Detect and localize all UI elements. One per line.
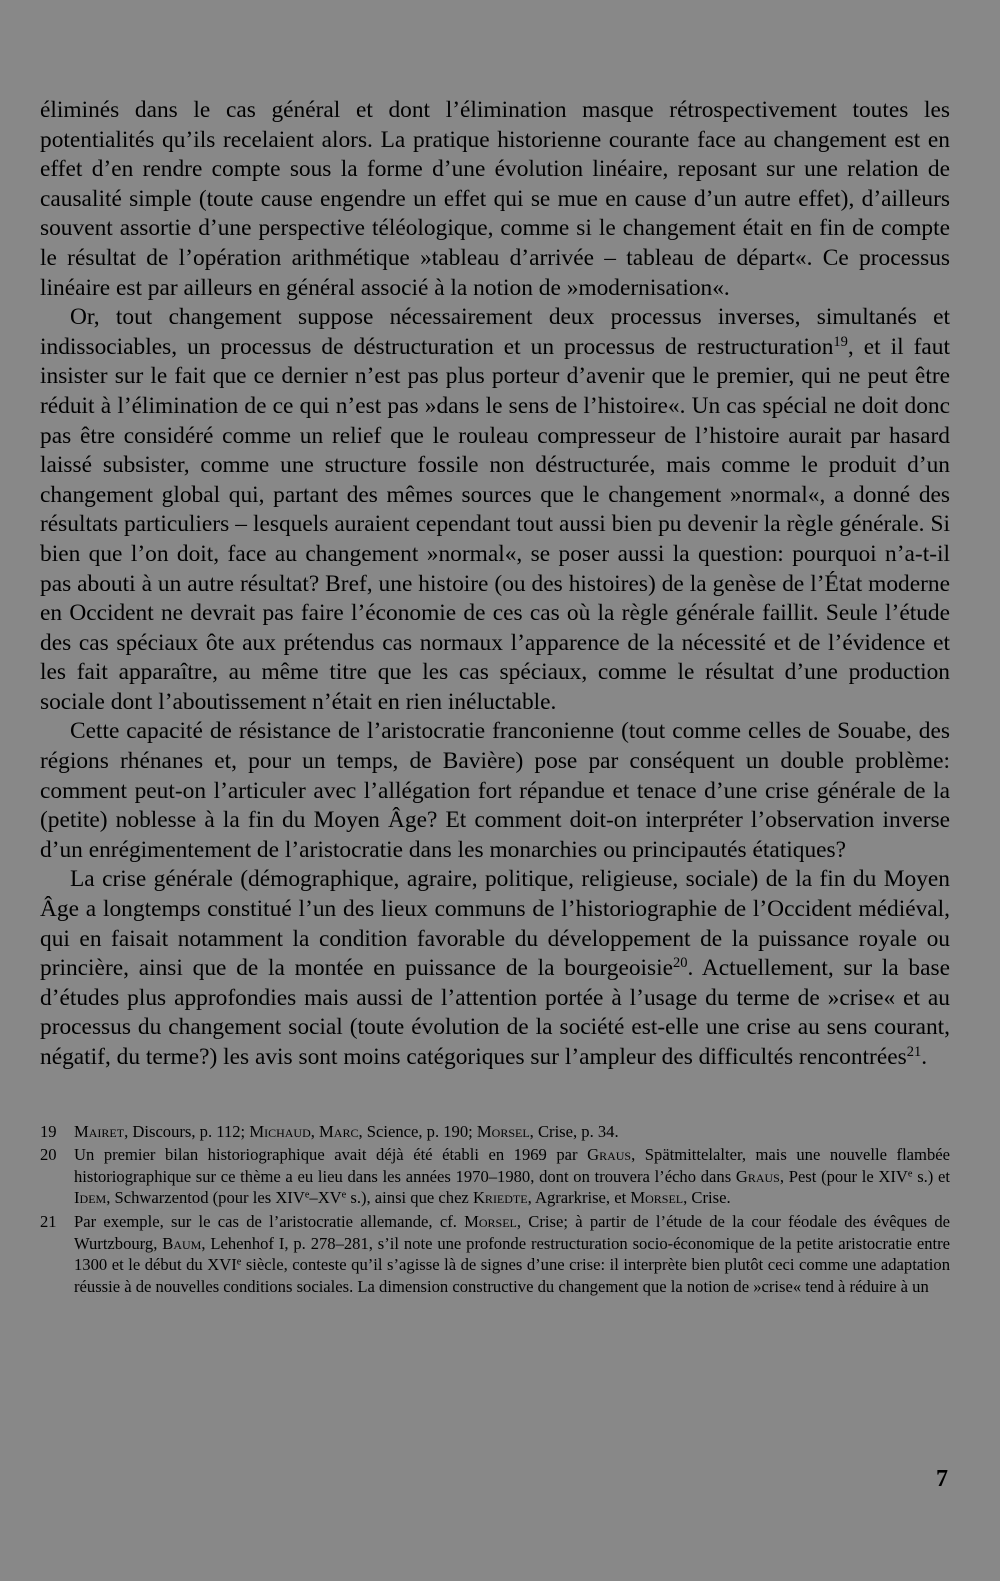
text-run: , Schwarzentod (pour les XIV xyxy=(106,1188,305,1208)
author-name: Morsel xyxy=(476,1121,530,1141)
author-name: Mairet xyxy=(74,1121,125,1141)
footnote-text xyxy=(74,1144,950,1209)
text-run: , Science, p. 190; xyxy=(358,1121,477,1141)
footnote-number: 20 xyxy=(40,1145,57,1165)
footnote xyxy=(40,1144,950,1209)
author-name: Morsel xyxy=(630,1188,684,1208)
paragraph xyxy=(40,717,950,865)
superscript: e xyxy=(304,1189,310,1201)
body-text xyxy=(40,96,950,1073)
footnote-number: 19 xyxy=(40,1121,57,1141)
footnote-text xyxy=(74,1211,950,1297)
paragraph xyxy=(40,303,950,717)
text-run: siècle, conteste qu’il s’agisse là de signes d’une crise: il interprète bien plutôt ceci comme une adaptation réussie à de nouvelles conditions sociales. La dimension constructive du changement que la notion de »crise« tend à réduire à un xyxy=(74,1255,950,1296)
text-run: , Agrarkrise, et xyxy=(527,1188,631,1208)
page-number: 7 xyxy=(936,1466,948,1492)
text-run: s.), ainsi que chez xyxy=(346,1188,473,1208)
footnotes xyxy=(40,1121,950,1298)
superscript: e xyxy=(907,1168,913,1180)
paragraph xyxy=(40,865,950,1072)
text-run: , Crise, p. 34. xyxy=(529,1121,619,1141)
author-name: Idem xyxy=(74,1188,107,1208)
superscript: e xyxy=(341,1189,347,1201)
text-run: , Spätmittelalter, mais une nouvelle flambée historiographique sur ce thème a eu lieu dans les années 1970–1980, dont on trouvera l’écho dans xyxy=(74,1145,950,1186)
text-run: . xyxy=(921,1044,928,1070)
text-run: s.) et xyxy=(912,1166,950,1186)
text-run: Un premier bilan historiographique avait déjà été établi en 1969 par xyxy=(74,1145,588,1165)
text-run: Cette capacité de résistance de l’aristocratie franconienne (tout comme celles de Souabe, des régions rhénanes et, pour un temps, de Bavière) pose par conséquent un double problème: comment peut-on l’articuler avec l’allégation fort répandue et tenace d’une crise générale de la (petite) noblesse à la fin du Moyen Âge? Et comment doit-on interpréter l’observation inverse d’un enrégimentement de l’aristocratie dans les monarchies ou principautés étatiques? xyxy=(40,718,950,863)
text-run: , Pest (pour le XIV xyxy=(779,1166,908,1186)
paragraph xyxy=(40,96,950,303)
author-name: Michaud, Marc xyxy=(249,1121,359,1141)
author-name: Baum xyxy=(162,1233,202,1253)
footnote xyxy=(40,1121,950,1143)
superscript: 19 xyxy=(833,333,848,350)
text-run: Par exemple, sur le cas de l’aristocratie allemande, cf. xyxy=(74,1211,465,1231)
text-run: , et il faut insister sur le fait que ce dernier n’est pas plus porteur d’avenir que le premier, qui ne peut être réduit à l’élimination de ce qui n’est pas »dans le sens de l’histoire«. Un cas spécial ne doit donc pas être considéré comme un relief que le rouleau compresseur de l’histoire aurait par hasard laissé subsister, comme une structure fossile non déstructurée, mais comme le produit d’un changement global qui, partant des mêmes sources que le changement »normal«, a donné des résultats particuliers – lesquels auraient cependant tout aussi bien pu devenir la règle générale. Si bien que l’on doit, face au changement »normal«, se poser aussi la question: pourquoi n’a-t-il pas abouti à un autre résultat? Bref, une histoire (ou des histoires) de la genèse de l’État moderne en Occident ne devrait pas faire l’économie de ces cas où la règle générale faillit. Seule l’étude des cas spéciaux ôte aux prétendus cas normaux l’apparence de la nécessité et de l’évidence et les fait apparaître, au même titre que les cas spéciaux, comme le résultat d’une production sociale dont l’aboutissement n’était en rien inéluctable. xyxy=(40,333,950,715)
text-run: –XV xyxy=(309,1188,342,1208)
author-name: Graus xyxy=(735,1166,780,1186)
footnote xyxy=(40,1211,950,1297)
text-run: , Crise. xyxy=(683,1188,731,1208)
text-run: . Actuellement, sur la base d’études plus approfondies mais aussi de l’attention portée à l’usage du terme de »crise« et au processus du changement social (toute évolution de la société est-elle une crise au sens courant, négatif, du terme?) les avis sont moins catégoriques sur l’ampleur des difficultés rencontrées xyxy=(40,955,950,1070)
page-content xyxy=(40,96,950,1299)
text-run: , Discours, p. 112; xyxy=(124,1121,250,1141)
superscript: 20 xyxy=(673,955,688,972)
superscript: 21 xyxy=(906,1044,922,1061)
text-run: éliminés dans le cas général et dont l’élimination masque rétrospectivement toutes les potentialités qu’ils recelaient alors. La pratique historienne courante face au changement est en effet d’en rendre compte sous la forme d’une évolution linéaire, reposant sur une relation de causalité simple (toute cause engendre un effet qui se mue en cause d’un autre effet), d’ailleurs souvent assortie d’une perspective téléologique, comme si le changement était en fin de compte le résultat de l’opération arithmétique »tableau d’arrivée – tableau de départ«. Ce processus linéaire est par ailleurs en général associé à la notion de »modernisation«. xyxy=(40,97,950,301)
author-name: Graus xyxy=(587,1145,632,1165)
footnote-text xyxy=(74,1121,950,1143)
text-run: , Crise; à partir de l’étude de la cour féodale des évêques de Wurtzbourg, xyxy=(74,1211,950,1253)
text-run: La crise générale (démographique, agraire, politique, religieuse, sociale) de la fin du Moyen Âge a longtemps constitué l’un des lieux communs de l’historiographie de l’Occident médiéval, qui en faisait notamment la condition favorable du développement de la puissance royale ou princière, ainsi que de la montée en puissance de la bourgeoisie xyxy=(40,866,950,982)
text-run: Or, tout changement suppose nécessairement deux processus inverses, simultanés et indissociables, un processus de déstructuration et un processus de restructuration xyxy=(40,304,950,360)
author-name: Morsel xyxy=(464,1211,517,1231)
superscript: e xyxy=(236,1256,242,1268)
text-run: , Lehenhof I, p. 278–281, s’il note une profonde restructuration socio-économique de la petite aristocratie entre 1300 et le début du XVI xyxy=(74,1233,950,1275)
author-name: Kriedte xyxy=(472,1188,528,1208)
footnote-number: 21 xyxy=(40,1211,57,1231)
